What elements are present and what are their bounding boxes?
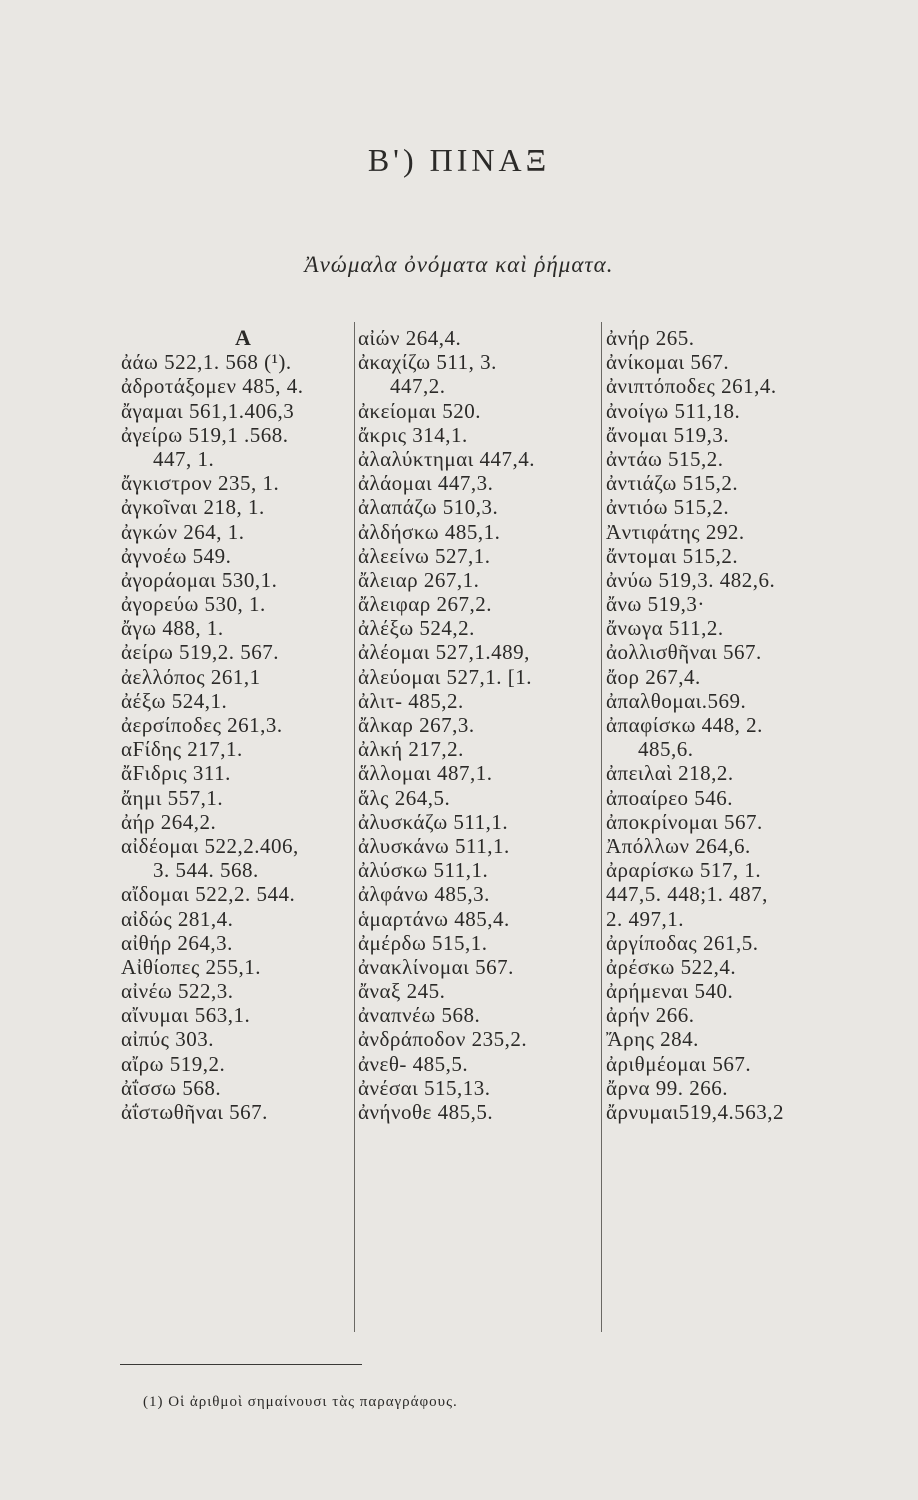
index-entry: ἀλαλύκτημαι 447,4.	[358, 446, 536, 471]
index-column-2	[358, 326, 598, 1124]
index-column-3	[606, 326, 856, 1124]
index-entry: ἄλκαρ 267,3.	[358, 713, 475, 737]
index-entry: ἀνοίγω 511,18.	[606, 398, 741, 423]
index-entry: ἀολλισθῆναι 567.	[606, 640, 762, 665]
index-entry: ἄγαμαι 561,1.406,3	[121, 398, 295, 423]
index-entry: αἰδώς 281,4.	[121, 906, 234, 931]
index-entry: ἀγνοέω 549.	[121, 543, 232, 568]
page-subtitle: Ἀνώμαλα ὀνόματα καὶ ῥήματα.	[304, 252, 614, 277]
index-entry: ἀΐσσω 568.	[121, 1075, 222, 1100]
index-entry: ἀλύσκω 511,1.	[358, 858, 489, 883]
index-entry: ἀλεύομαι 527,1. [1.	[358, 664, 533, 689]
index-entry: ἄλειαρ 267,1.	[358, 567, 480, 592]
index-entry: ἀδροτάξομεν 485, 4.	[121, 374, 304, 399]
index-entry: ἀριθμέομαι 567.	[606, 1051, 752, 1076]
index-entry: ἀκείομαι 520.	[358, 398, 481, 423]
index-entry: ἀλυσκάζω 511,1.	[358, 809, 509, 834]
index-entry: Αἰθίοπες 255,1.	[121, 954, 262, 979]
index-entry: ἄκρις 314,1.	[358, 422, 468, 447]
index-entry: ἀΐστωθῆναι 567.	[121, 1100, 268, 1124]
index-entry: ἀποκρίνομαι 567.	[606, 809, 763, 834]
index-entry: 485,6.	[638, 737, 694, 762]
footnote-rule	[120, 1364, 362, 1365]
index-entry: ἀγορεύω 530, 1.	[121, 592, 266, 617]
index-entry: ἀπαλθομαι.569.	[606, 688, 747, 713]
index-entry: ἀήρ 264,2.	[121, 809, 217, 834]
index-entry: ἀρήμεναι 540.	[606, 979, 734, 1004]
index-entry: ἅλς 264,5.	[358, 785, 451, 810]
footnote: (1) Οἱ ἀριθμοὶ σημαίνουσι τὰς παραγράφους.	[143, 1394, 458, 1410]
index-entry: αἰνέω 522,3.	[121, 979, 234, 1004]
index-entry: ἀναπνέω 568.	[358, 1003, 481, 1028]
column-divider	[354, 322, 355, 1332]
index-entry: ἀνήρ 265.	[606, 326, 695, 350]
index-entry: ἀκαχίζω 511, 3.	[358, 350, 497, 375]
index-entry: ἀνδράποδον 235,2.	[358, 1027, 528, 1052]
index-entry: ἄϜιδρις 311.	[121, 761, 231, 786]
index-entry: 2. 497,1.	[606, 906, 684, 931]
index-entry: ἁμαρτάνω 485,4.	[358, 906, 510, 931]
index-entry: ἀλφάνω 485,3.	[358, 882, 490, 907]
index-entry: αἴνυμαι 563,1.	[121, 1003, 251, 1028]
index-entry: ἀνιπτόποδες 261,4.	[606, 374, 777, 399]
index-entry: ἅλλομαι 487,1.	[358, 761, 493, 786]
letter-heading: Α	[235, 325, 252, 350]
index-entry: ἄημι 557,1.	[121, 785, 224, 810]
index-entry: ἀελλόπος 261,1	[121, 664, 261, 689]
index-entry: ἀλεείνω 527,1.	[358, 543, 491, 568]
index-entry: ἄγκιστρον 235, 1.	[121, 471, 280, 496]
index-entry: ἀντιάζω 515,2.	[606, 471, 739, 496]
index-entry: ἀλάομαι 447,3.	[358, 471, 494, 496]
index-entry: αἰπύς 303.	[121, 1027, 214, 1052]
index-entry: ἀλυσκάνω 511,1.	[358, 833, 510, 858]
index-entry: ἄναξ 245.	[358, 979, 446, 1004]
index-entry: ἄορ 267,4.	[606, 664, 701, 689]
index-entry: ἀρέσκω 522,4.	[606, 954, 737, 979]
index-entry: ἀλαπάζω 510,3.	[358, 495, 499, 520]
index-entry: ἀντάω 515,2.	[606, 446, 724, 471]
index-entry: ἄγω 488, 1.	[121, 616, 224, 641]
index-entry: ἀγείρω 519,1 .568.	[121, 422, 289, 447]
column-divider	[601, 322, 602, 1332]
index-entry: αϜίδης 217,1.	[121, 737, 243, 762]
index-entry: αἴδομαι 522,2. 544.	[121, 882, 296, 907]
index-entry: ἀέξω 524,1.	[121, 688, 228, 713]
index-entry: ἀγκών 264, 1.	[121, 519, 245, 544]
index-entry: ἀνακλίνομαι 567.	[358, 954, 514, 979]
index-entry: 447, 1.	[153, 446, 215, 471]
index-entry: Ἄρης 284.	[606, 1027, 699, 1052]
index-entry: ἄνομαι 519,3.	[606, 422, 730, 447]
index-entry: αἰθήρ 264,3.	[121, 930, 233, 955]
index-entry: ἄνω 519,3·	[606, 592, 705, 617]
index-entry: ἀργίποδας 261,5.	[606, 930, 759, 955]
index-entry: ἀείρω 519,2. 567.	[121, 640, 280, 665]
index-entry: ἀερσίποδες 261,3.	[121, 713, 283, 737]
index-entry: ἀλκή 217,2.	[358, 737, 464, 762]
index-entry: ἀνέσαι 515,13.	[358, 1075, 491, 1100]
index-entry: ἀνύω 519,3. 482,6.	[606, 567, 776, 592]
index-column-1	[121, 326, 349, 1124]
index-entry: ἀντιόω 515,2.	[606, 495, 730, 520]
index-entry: Ἀντιφάτης 292.	[606, 519, 745, 544]
index-entry: ἀμέρδω 515,1.	[358, 930, 488, 955]
index-entry: ἀλέομαι 527,1.489,	[358, 640, 530, 665]
index-entry: 447,5. 448;1. 487,	[606, 882, 768, 907]
page-title: Β') ΠΙΝΑΞ	[367, 142, 551, 178]
index-entry: ἄνωγα 511,2.	[606, 616, 724, 641]
index-entry: ἄλειφαρ 267,2.	[358, 592, 493, 617]
index-entry: ἀλιτ- 485,2.	[358, 688, 464, 713]
index-entry: ἀνήνοθε 485,5.	[358, 1100, 494, 1124]
index-entry: ἀλέξω 524,2.	[358, 616, 475, 641]
index-entry: ἀρήν 266.	[606, 1003, 695, 1028]
index-entry: ἀνίκομαι 567.	[606, 350, 730, 375]
index-entry: ἀνεθ- 485,5.	[358, 1051, 469, 1076]
index-entry: αἰών 264,4.	[358, 326, 462, 350]
index-entry: ἄρνα 99. 266.	[606, 1075, 728, 1100]
index-entry: ἀγκοῖναι 218, 1.	[121, 495, 265, 520]
index-entry: ἄντομαι 515,2.	[606, 543, 739, 568]
index-entry: 3. 544. 568.	[153, 858, 259, 883]
index-entry: ἀπειλαὶ 218,2.	[606, 761, 734, 786]
index-entry: ἀπαφίσκω 448, 2.	[606, 713, 763, 737]
index-entry: ἀποαίρεο 546.	[606, 785, 734, 810]
index-entry: ἄρνυμαι519,4.563,2	[606, 1100, 785, 1124]
index-entry: αἴρω 519,2.	[121, 1051, 226, 1076]
index-entry: Ἀπόλλων 264,6.	[606, 833, 751, 858]
index-entry: 447,2.	[390, 374, 446, 399]
index-entry: ἀάω 522,1. 568 (¹).	[121, 350, 292, 375]
index-entry: ἀλδήσκω 485,1.	[358, 519, 501, 544]
index-entry: ἀγοράομαι 530,1.	[121, 567, 278, 592]
index-entry: αἰδέομαι 522,2.406,	[121, 833, 299, 858]
index-entry: ἀραρίσκω 517, 1.	[606, 858, 762, 883]
